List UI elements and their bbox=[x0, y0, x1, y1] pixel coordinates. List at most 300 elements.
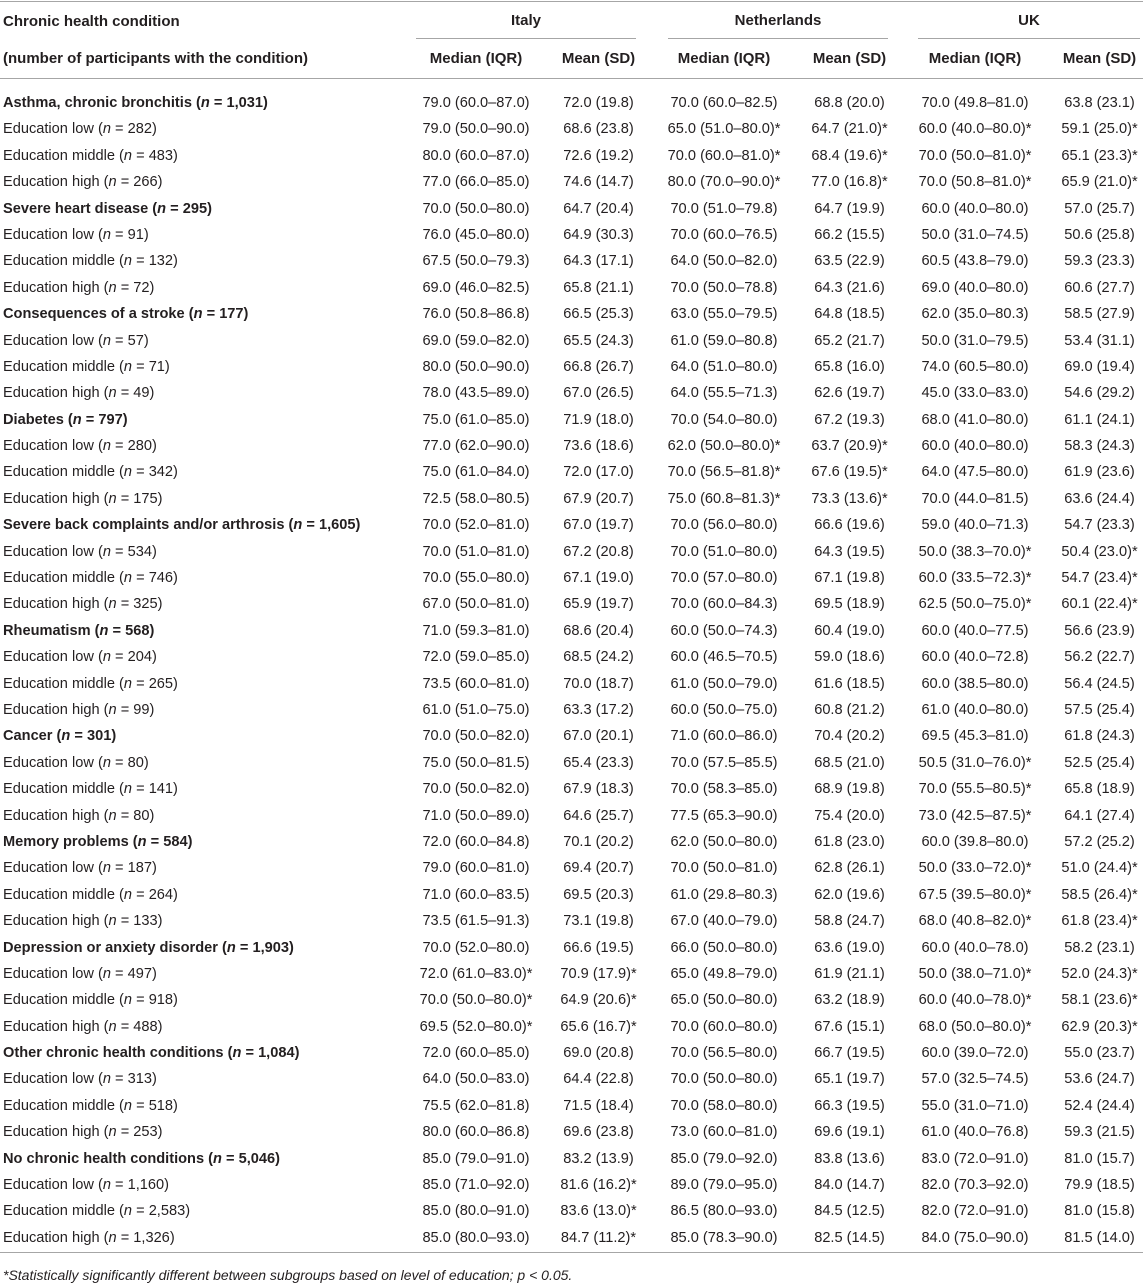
label-text: Education low bbox=[3, 860, 94, 877]
cell-uk-median: 60.5 (43.8–79.0) bbox=[921, 253, 1029, 270]
education-subgroup-row bbox=[0, 908, 1143, 934]
cell-uk-mean: 53.4 (31.1) bbox=[1064, 332, 1135, 349]
cell-uk-mean: 60.1 (22.4)* bbox=[1061, 596, 1138, 613]
n-close: ) bbox=[151, 121, 157, 138]
n-close: ) bbox=[288, 939, 294, 956]
n-count: 133 bbox=[133, 913, 158, 930]
cell-uk-mean: 60.6 (27.7) bbox=[1064, 279, 1135, 296]
condition-row bbox=[0, 618, 1143, 644]
cell-italy-mean: 67.9 (20.7) bbox=[563, 490, 634, 507]
label-text: Education low bbox=[3, 965, 94, 982]
n-open: ( bbox=[97, 438, 103, 455]
n-close: ) bbox=[275, 1150, 280, 1167]
n-equals: = bbox=[120, 1018, 130, 1035]
education-subgroup-row bbox=[0, 539, 1143, 565]
n-count: 797 bbox=[98, 411, 123, 428]
n-equals: = bbox=[136, 1203, 145, 1220]
subgroup-label bbox=[0, 328, 416, 354]
subgroup-label bbox=[0, 882, 416, 908]
cell-netherlands-median: 73.0 (60.0–81.0) bbox=[670, 1124, 778, 1141]
cell-netherlands-median: 67.0 (40.0–79.0) bbox=[670, 913, 778, 930]
n-close: ) bbox=[151, 543, 157, 560]
cell-italy-mean: 84.7 (11.2)* bbox=[560, 1229, 637, 1246]
n-close: ) bbox=[157, 490, 163, 507]
n-close: ) bbox=[157, 913, 163, 930]
n-symbol: n bbox=[123, 1097, 133, 1114]
cell-netherlands-median: 60.0 (50.0–74.3) bbox=[670, 622, 778, 639]
cell-uk-median: 50.0 (31.0–79.5) bbox=[921, 332, 1029, 349]
n-symbol: n bbox=[123, 147, 133, 164]
header-netherlands-median-iqr: Median (IQR) bbox=[677, 50, 771, 67]
header-uk-mean-sd: Mean (SD) bbox=[1062, 50, 1137, 67]
n-close: ) bbox=[243, 306, 249, 323]
n-close: ) bbox=[355, 517, 361, 534]
subgroup-label bbox=[0, 222, 416, 248]
n-equals: = bbox=[226, 1150, 235, 1167]
n-equals: = bbox=[136, 675, 145, 692]
cell-italy-median: 71.0 (60.0–83.5) bbox=[422, 886, 530, 903]
n-open: ( bbox=[196, 95, 201, 111]
cell-netherlands-mean: 75.4 (20.0) bbox=[814, 807, 885, 824]
n-open: ( bbox=[222, 939, 227, 956]
subgroup-label bbox=[0, 671, 416, 697]
n-close: ) bbox=[151, 860, 157, 877]
n-symbol: n bbox=[102, 543, 111, 560]
n-close: ) bbox=[149, 279, 155, 296]
cell-italy-median: 70.0 (52.0–80.0) bbox=[422, 939, 530, 956]
label-text: Education high bbox=[3, 1018, 100, 1035]
cell-netherlands-mean: 69.6 (19.1) bbox=[814, 1124, 885, 1141]
cell-netherlands-median: 70.0 (58.0–80.0) bbox=[670, 1097, 778, 1114]
subgroup-label bbox=[0, 591, 416, 617]
n-count: 342 bbox=[148, 464, 174, 481]
n-open: ( bbox=[97, 860, 103, 877]
education-subgroup-row bbox=[0, 143, 1143, 169]
label-text: Education middle bbox=[3, 147, 115, 164]
cell-uk-median: 69.5 (45.3–81.0) bbox=[921, 728, 1029, 745]
n-count: 2,583 bbox=[148, 1203, 186, 1220]
cell-uk-mean: 58.5 (26.4)* bbox=[1061, 886, 1138, 903]
cell-netherlands-median: 75.0 (60.8–81.3)* bbox=[667, 490, 781, 507]
cell-italy-mean: 66.5 (25.3) bbox=[563, 306, 634, 323]
n-equals: = bbox=[115, 121, 124, 138]
n-count: 313 bbox=[127, 1071, 152, 1088]
cell-netherlands-median: 70.0 (60.0–84.3) bbox=[670, 596, 778, 613]
cell-italy-median: 76.0 (50.8–86.8) bbox=[422, 306, 530, 323]
n-count: 177 bbox=[219, 306, 244, 323]
cell-italy-mean: 72.0 (17.0) bbox=[563, 464, 634, 481]
cell-netherlands-median: 70.0 (60.0–81.0)* bbox=[667, 147, 781, 164]
education-subgroup-row bbox=[0, 380, 1143, 406]
cell-netherlands-mean: 65.1 (19.7) bbox=[814, 1071, 885, 1088]
cell-uk-median: 59.0 (40.0–71.3) bbox=[921, 517, 1029, 534]
n-open: ( bbox=[97, 226, 103, 243]
n-close: ) bbox=[164, 1177, 169, 1194]
cell-uk-median: 67.5 (39.5–80.0)* bbox=[918, 886, 1032, 903]
subgroup-label bbox=[0, 433, 416, 459]
n-close: ) bbox=[207, 200, 212, 217]
cell-italy-mean: 67.2 (20.8) bbox=[563, 543, 634, 560]
cell-italy-mean: 74.6 (14.7) bbox=[563, 174, 634, 191]
cell-uk-median: 68.0 (41.0–80.0) bbox=[921, 411, 1029, 428]
subgroup-label bbox=[0, 380, 416, 406]
n-close: ) bbox=[173, 886, 178, 903]
n-open: ( bbox=[103, 279, 109, 296]
n-equals: = bbox=[136, 992, 145, 1009]
label-text: Education low bbox=[3, 649, 94, 666]
cell-uk-median: 64.0 (47.5–80.0) bbox=[921, 464, 1029, 481]
n-open: ( bbox=[94, 622, 100, 639]
subgroup-label bbox=[0, 459, 416, 485]
education-subgroup-row bbox=[0, 750, 1143, 776]
education-subgroup-row bbox=[0, 486, 1143, 512]
cell-italy-median: 77.0 (66.0–85.0) bbox=[422, 174, 530, 191]
label-text: Education high bbox=[3, 1229, 100, 1246]
education-subgroup-row bbox=[0, 565, 1143, 591]
education-subgroup-row bbox=[0, 248, 1143, 274]
cell-netherlands-mean: 68.8 (20.0) bbox=[814, 95, 885, 111]
cell-italy-mean: 69.6 (23.8) bbox=[563, 1124, 634, 1141]
cell-netherlands-median: 85.0 (78.3–90.0) bbox=[670, 1229, 778, 1246]
cell-italy-mean: 64.9 (20.6)* bbox=[560, 992, 637, 1009]
cell-uk-mean: 63.8 (23.1) bbox=[1064, 95, 1135, 111]
cell-netherlands-mean: 64.8 (18.5) bbox=[814, 306, 885, 323]
subgroup-label bbox=[0, 354, 416, 380]
n-count: 1,326 bbox=[133, 1229, 170, 1246]
cell-netherlands-median: 85.0 (79.0–92.0) bbox=[670, 1150, 778, 1167]
cell-italy-mean: 73.1 (19.8) bbox=[563, 913, 634, 930]
cell-italy-median: 85.0 (71.0–92.0) bbox=[422, 1177, 530, 1194]
n-open: ( bbox=[97, 332, 103, 349]
cell-italy-median: 64.0 (50.0–83.0) bbox=[422, 1071, 530, 1088]
cell-italy-median: 85.0 (80.0–91.0) bbox=[422, 1203, 530, 1220]
n-count: 253 bbox=[133, 1124, 158, 1141]
cell-uk-median: 82.0 (70.3–92.0) bbox=[921, 1177, 1029, 1194]
label-text: Education middle bbox=[3, 781, 115, 798]
cell-italy-mean: 66.6 (19.5) bbox=[563, 939, 634, 956]
label-text: Education high bbox=[3, 913, 100, 930]
cell-uk-mean: 53.6 (24.7) bbox=[1064, 1071, 1135, 1088]
condition-label bbox=[0, 301, 416, 327]
n-open: ( bbox=[288, 517, 294, 534]
header-italy-mean-sd: Mean (SD) bbox=[561, 50, 636, 67]
cell-italy-mean: 72.0 (19.8) bbox=[563, 95, 634, 111]
n-open: ( bbox=[97, 649, 103, 666]
label-text: Education middle bbox=[3, 358, 115, 375]
n-close: ) bbox=[173, 675, 178, 692]
n-equals: = bbox=[120, 596, 130, 613]
n-count: 282 bbox=[127, 121, 152, 138]
n-equals: = bbox=[115, 1177, 124, 1194]
n-count: 483 bbox=[148, 147, 174, 164]
n-symbol: n bbox=[108, 596, 117, 613]
cell-uk-median: 60.0 (40.0–80.0) bbox=[921, 438, 1029, 455]
n-symbol: n bbox=[72, 411, 82, 428]
subgroup-label bbox=[0, 1066, 416, 1092]
condition-label bbox=[0, 90, 416, 116]
label-text: Education middle bbox=[3, 1203, 115, 1220]
n-equals: = bbox=[136, 464, 145, 481]
cell-italy-median: 71.0 (50.0–89.0) bbox=[422, 807, 530, 824]
n-open: ( bbox=[97, 1071, 103, 1088]
cell-italy-median: 67.5 (50.0–79.3) bbox=[422, 253, 530, 270]
n-symbol: n bbox=[108, 279, 117, 296]
cell-uk-mean: 61.8 (23.4)* bbox=[1061, 913, 1138, 930]
subgroup-label bbox=[0, 1225, 416, 1251]
n-count: 918 bbox=[148, 992, 174, 1009]
n-equals: = bbox=[206, 306, 216, 323]
n-open: ( bbox=[103, 174, 109, 191]
cell-uk-median: 50.0 (38.0–71.0)* bbox=[918, 965, 1032, 982]
cell-netherlands-median: 70.0 (60.0–76.5) bbox=[670, 226, 778, 243]
cell-uk-mean: 57.2 (25.2) bbox=[1064, 833, 1135, 850]
n-count: 71 bbox=[148, 358, 165, 375]
table-footnote: *Statistically significantly different between subgroups based on level of education; p < 0.05. bbox=[3, 1267, 573, 1283]
label-text: Education middle bbox=[3, 992, 115, 1009]
table-bottom-rule bbox=[0, 1252, 1143, 1253]
n-symbol: n bbox=[213, 1150, 222, 1167]
cell-uk-median: 82.0 (72.0–91.0) bbox=[921, 1203, 1029, 1220]
cell-italy-mean: 83.2 (13.9) bbox=[563, 1150, 634, 1167]
cell-italy-median: 85.0 (80.0–93.0) bbox=[422, 1229, 530, 1246]
cell-italy-mean: 67.0 (19.7) bbox=[563, 517, 634, 534]
n-equals: = bbox=[115, 649, 124, 666]
cell-uk-median: 60.0 (39.8–80.0) bbox=[921, 833, 1029, 850]
cell-netherlands-mean: 63.7 (20.9)* bbox=[811, 438, 888, 455]
cell-netherlands-mean: 66.2 (15.5) bbox=[814, 226, 885, 243]
condition-row bbox=[0, 935, 1143, 961]
cell-netherlands-median: 60.0 (46.5–70.5) bbox=[670, 649, 778, 666]
n-equals: = bbox=[136, 570, 145, 587]
cell-italy-median: 72.0 (59.0–85.0) bbox=[422, 649, 530, 666]
cell-italy-mean: 73.6 (18.6) bbox=[563, 438, 634, 455]
n-equals: = bbox=[120, 807, 130, 824]
n-close: ) bbox=[151, 438, 157, 455]
cell-uk-mean: 57.0 (25.7) bbox=[1064, 200, 1135, 217]
subgroup-label bbox=[0, 1093, 416, 1119]
cell-italy-median: 69.0 (46.0–82.5) bbox=[422, 279, 530, 296]
cell-italy-mean: 72.6 (19.2) bbox=[563, 147, 634, 164]
label-text: Education high bbox=[3, 596, 100, 613]
subgroup-label bbox=[0, 908, 416, 934]
n-equals: = bbox=[120, 385, 130, 402]
label-text: Education low bbox=[3, 121, 94, 138]
cell-italy-median: 75.0 (61.0–85.0) bbox=[422, 411, 530, 428]
header-italy-median-iqr: Median (IQR) bbox=[429, 50, 523, 67]
n-symbol: n bbox=[226, 939, 236, 956]
n-symbol: n bbox=[108, 385, 117, 402]
n-open: ( bbox=[152, 200, 158, 217]
n-open: ( bbox=[97, 1177, 103, 1194]
cell-netherlands-mean: 60.8 (21.2) bbox=[814, 701, 885, 718]
cell-uk-median: 70.0 (49.8–81.0) bbox=[921, 95, 1029, 111]
n-count: 1,605 bbox=[318, 517, 356, 534]
cell-uk-mean: 61.1 (24.1) bbox=[1064, 411, 1135, 428]
cell-netherlands-median: 64.0 (55.5–71.3) bbox=[670, 385, 778, 402]
cell-uk-mean: 50.6 (25.8) bbox=[1064, 226, 1135, 243]
cell-netherlands-median: 61.0 (50.0–79.0) bbox=[670, 675, 778, 692]
n-equals: = bbox=[239, 939, 249, 956]
n-open: ( bbox=[119, 253, 124, 270]
n-symbol: n bbox=[108, 1229, 117, 1246]
n-close: ) bbox=[149, 385, 155, 402]
cell-netherlands-mean: 66.6 (19.6) bbox=[814, 517, 885, 534]
cell-uk-mean: 50.4 (23.0)* bbox=[1061, 543, 1138, 560]
label-text: Education middle bbox=[3, 464, 115, 481]
cell-netherlands-median: 71.0 (60.0–86.0) bbox=[670, 728, 778, 745]
header-netherlands-mean-sd: Mean (SD) bbox=[812, 50, 887, 67]
cell-uk-mean: 65.8 (18.9) bbox=[1064, 781, 1135, 798]
n-symbol: n bbox=[123, 358, 133, 375]
n-symbol: n bbox=[102, 332, 111, 349]
n-open: ( bbox=[103, 1124, 109, 1141]
country-group-italy bbox=[416, 3, 661, 40]
cell-netherlands-median: 65.0 (49.8–79.0) bbox=[670, 965, 778, 982]
cell-italy-mean: 68.5 (24.2) bbox=[563, 649, 634, 666]
n-close: ) bbox=[143, 754, 149, 771]
cell-netherlands-median: 80.0 (70.0–90.0)* bbox=[667, 174, 781, 191]
cell-netherlands-mean: 67.6 (15.1) bbox=[814, 1018, 885, 1035]
label-text: Education high bbox=[3, 490, 100, 507]
label-text: Education middle bbox=[3, 253, 115, 270]
cell-netherlands-mean: 66.7 (19.5) bbox=[814, 1045, 885, 1062]
condition-label bbox=[0, 512, 416, 538]
cell-uk-mean: 52.4 (24.4) bbox=[1064, 1097, 1135, 1114]
cell-italy-median: 75.0 (61.0–84.0) bbox=[422, 464, 530, 481]
subgroup-label bbox=[0, 275, 416, 301]
cell-uk-median: 74.0 (60.5–80.0) bbox=[921, 358, 1029, 375]
education-subgroup-row bbox=[0, 328, 1143, 354]
n-count: 132 bbox=[148, 253, 174, 270]
cell-uk-mean: 51.0 (24.4)* bbox=[1061, 860, 1138, 877]
n-close: ) bbox=[262, 95, 268, 111]
cell-italy-median: 77.0 (62.0–90.0) bbox=[422, 438, 530, 455]
cell-italy-mean: 70.9 (17.9)* bbox=[560, 965, 637, 982]
label-text: Other chronic health conditions bbox=[3, 1045, 224, 1062]
education-subgroup-row bbox=[0, 1119, 1143, 1145]
n-symbol: n bbox=[123, 1203, 133, 1220]
cell-italy-median: 75.5 (62.0–81.8) bbox=[422, 1097, 530, 1114]
n-symbol: n bbox=[102, 226, 111, 243]
n-equals: = bbox=[306, 517, 315, 534]
label-text: Education high bbox=[3, 701, 100, 718]
n-count: 295 bbox=[182, 200, 208, 217]
cell-italy-median: 79.0 (60.0–81.0) bbox=[422, 860, 530, 877]
column-header-condition: Chronic health condition bbox=[3, 13, 180, 30]
label-text: Cancer bbox=[3, 728, 53, 745]
cell-netherlands-mean: 66.3 (19.5) bbox=[814, 1097, 885, 1114]
n-symbol: n bbox=[102, 965, 111, 982]
cell-netherlands-mean: 68.9 (19.8) bbox=[814, 781, 885, 798]
n-open: ( bbox=[103, 490, 109, 507]
condition-label bbox=[0, 618, 416, 644]
table-top-rule bbox=[0, 1, 1143, 2]
n-count: 584 bbox=[163, 833, 188, 850]
cell-uk-median: 70.0 (44.0–81.5) bbox=[921, 490, 1029, 507]
education-subgroup-row bbox=[0, 803, 1143, 829]
cell-netherlands-mean: 69.5 (18.9) bbox=[814, 596, 885, 613]
cell-netherlands-mean: 64.3 (21.6) bbox=[814, 279, 885, 296]
cell-italy-median: 70.0 (50.0–80.0)* bbox=[419, 992, 533, 1009]
cell-netherlands-mean: 73.3 (13.6)* bbox=[811, 490, 888, 507]
cell-uk-median: 69.0 (40.0–80.0) bbox=[921, 279, 1029, 296]
n-equals: = bbox=[120, 1124, 130, 1141]
label-text: Consequences of a stroke bbox=[3, 306, 185, 323]
n-equals: = bbox=[115, 438, 124, 455]
n-open: ( bbox=[103, 385, 109, 402]
cell-netherlands-mean: 82.5 (14.5) bbox=[814, 1229, 885, 1246]
n-equals: = bbox=[120, 279, 130, 296]
education-subgroup-row bbox=[0, 1198, 1143, 1224]
n-close: ) bbox=[111, 728, 117, 745]
country-group-netherlands bbox=[661, 3, 912, 40]
n-equals: = bbox=[115, 860, 124, 877]
n-count: 80 bbox=[127, 754, 144, 771]
cell-uk-median: 60.0 (40.0–78.0) bbox=[921, 939, 1029, 956]
subgroup-label bbox=[0, 776, 416, 802]
cell-uk-median: 60.0 (38.5–80.0) bbox=[921, 675, 1029, 692]
education-subgroup-row bbox=[0, 644, 1143, 670]
cell-uk-mean: 54.7 (23.3) bbox=[1064, 517, 1135, 534]
cell-italy-mean: 64.9 (30.3) bbox=[563, 226, 634, 243]
cell-italy-mean: 64.7 (20.4) bbox=[563, 200, 634, 217]
n-symbol: n bbox=[123, 570, 133, 587]
header-row-countries bbox=[0, 3, 1143, 40]
cell-netherlands-median: 70.0 (56.5–80.0) bbox=[670, 1045, 778, 1062]
n-close: ) bbox=[151, 649, 157, 666]
n-symbol: n bbox=[123, 253, 133, 270]
subgroup-label bbox=[0, 1119, 416, 1145]
cell-netherlands-mean: 77.0 (16.8)* bbox=[811, 174, 888, 191]
n-close: ) bbox=[173, 1097, 178, 1114]
subgroup-label bbox=[0, 961, 416, 987]
cell-uk-mean: 69.0 (19.4) bbox=[1064, 358, 1135, 375]
n-equals: = bbox=[120, 174, 130, 191]
n-symbol: n bbox=[108, 174, 117, 191]
n-equals: = bbox=[120, 490, 130, 507]
cell-italy-mean: 65.6 (16.7)* bbox=[560, 1018, 637, 1035]
n-close: ) bbox=[143, 226, 149, 243]
cell-netherlands-mean: 68.5 (21.0) bbox=[814, 754, 885, 771]
n-symbol: n bbox=[61, 728, 71, 745]
n-equals: = bbox=[120, 1229, 130, 1246]
cell-italy-mean: 65.9 (19.7) bbox=[563, 596, 634, 613]
n-close: ) bbox=[173, 147, 178, 164]
label-text: Education high bbox=[3, 174, 100, 191]
education-subgroup-row bbox=[0, 882, 1143, 908]
label-text: Asthma, chronic bronchitis bbox=[3, 95, 192, 111]
n-count: 5,046 bbox=[238, 1150, 276, 1167]
condition-label bbox=[0, 1146, 416, 1172]
education-subgroup-row bbox=[0, 459, 1143, 485]
cell-uk-median: 60.0 (40.0–80.0)* bbox=[918, 121, 1032, 138]
n-close: ) bbox=[173, 570, 178, 587]
cell-uk-mean: 54.7 (23.4)* bbox=[1061, 570, 1138, 587]
n-equals: = bbox=[120, 701, 130, 718]
n-count: 264 bbox=[148, 886, 174, 903]
cell-netherlands-median: 70.0 (51.0–80.0) bbox=[670, 543, 778, 560]
table-body bbox=[0, 90, 1143, 1251]
n-count: 99 bbox=[133, 701, 150, 718]
cell-netherlands-median: 70.0 (57.5–85.5) bbox=[670, 754, 778, 771]
cell-uk-median: 68.0 (40.8–82.0)* bbox=[918, 913, 1032, 930]
n-count: 301 bbox=[87, 728, 112, 745]
cell-italy-mean: 64.6 (25.7) bbox=[563, 807, 634, 824]
cell-italy-mean: 68.6 (23.8) bbox=[563, 121, 634, 138]
cell-uk-median: 60.0 (40.0–77.5) bbox=[921, 622, 1029, 639]
cell-italy-mean: 71.9 (18.0) bbox=[563, 411, 634, 428]
cell-netherlands-median: 70.0 (54.0–80.0) bbox=[670, 411, 778, 428]
